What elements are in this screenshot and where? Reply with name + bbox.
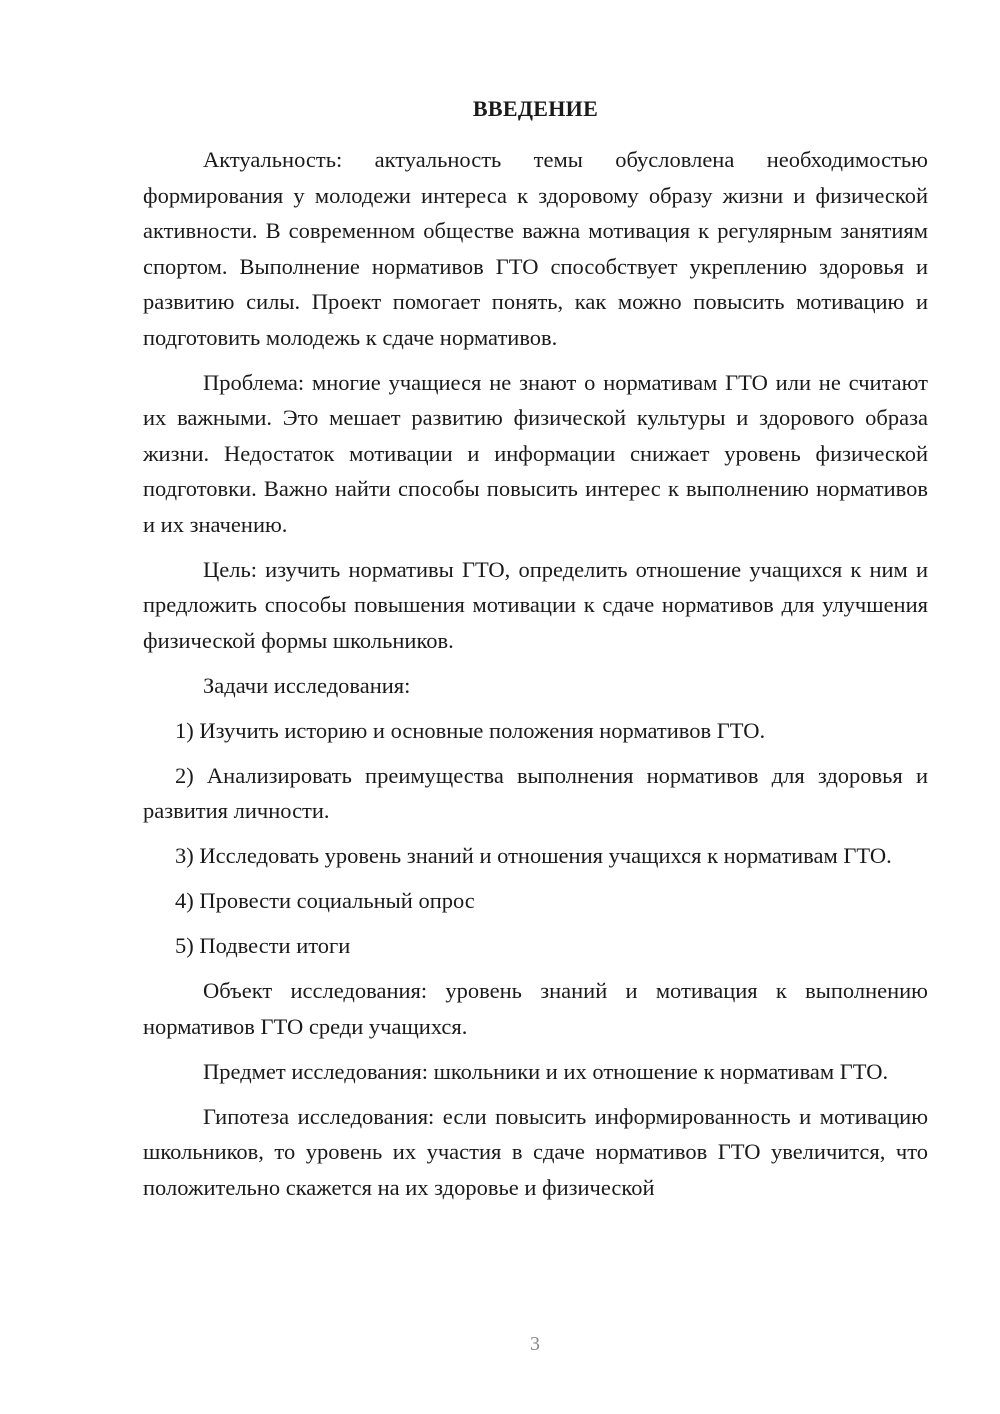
paragraph-tasks-heading: Задачи исследования: <box>203 672 411 698</box>
task-item-1: 1) Изучить историю и основные положения нормативов ГТО. <box>175 717 766 743</box>
paragraph-relevance: Актуальность: актуальность темы обусловлена необходимостью формирования у молодежи интереса к здоровому образу жизни и физической активности. В современном обществе важна мотивация к регулярным занятиям спортом. Выполнение нормативов ГТО способствует укреплению здоровья и развитию силы. Проект помогает понять, как можно повысить мотивацию и подготовить молодежь к сдаче нормативов. <box>143 147 928 350</box>
paragraph-problem: Проблема: многие учащиеся не знают о нормативам ГТО или не считают их важными. Это мешает развитию физической культуры и здорового образа жизни. Недостаток мотивации и информации снижает уровень физической подготовки. Важно найти способы повысить интерес к выполнению нормативов и их значению. <box>143 369 928 537</box>
document-body <box>143 142 928 1215</box>
task-item-2: 2) Анализировать преимущества выполнения нормативов для здоровья и развития личности. <box>143 762 928 823</box>
paragraph-goal: Цель: изучить нормативы ГТО, определить отношение учащихся к ним и предложить способы повышения мотивации к сдаче нормативов для улучшения физической формы школьников. <box>143 556 928 653</box>
paragraph-hypothesis: Гипотеза исследования: если повысить информированность и мотивацию школьников, то уровень их участия в сдаче нормативов ГТО увеличится, что положительно скажется на их здоровье и физической <box>143 1103 928 1200</box>
task-item-4: 4) Провести социальный опрос <box>175 888 475 913</box>
page-number: 3 <box>530 1333 540 1355</box>
task-item-3: 3) Исследовать уровень знаний и отношения учащихся к нормативам ГТО. <box>175 843 892 868</box>
task-item-5: 5) Подвести итоги <box>175 933 351 958</box>
paragraph-subject: Предмет исследования: школьники и их отношение к нормативам ГТО. <box>203 1058 889 1084</box>
paragraph-object: Объект исследования: уровень знаний и мотивация к выполнению нормативов ГТО среди учащихся. <box>143 978 928 1039</box>
section-title: ВВЕДЕНИЕ <box>472 96 599 121</box>
